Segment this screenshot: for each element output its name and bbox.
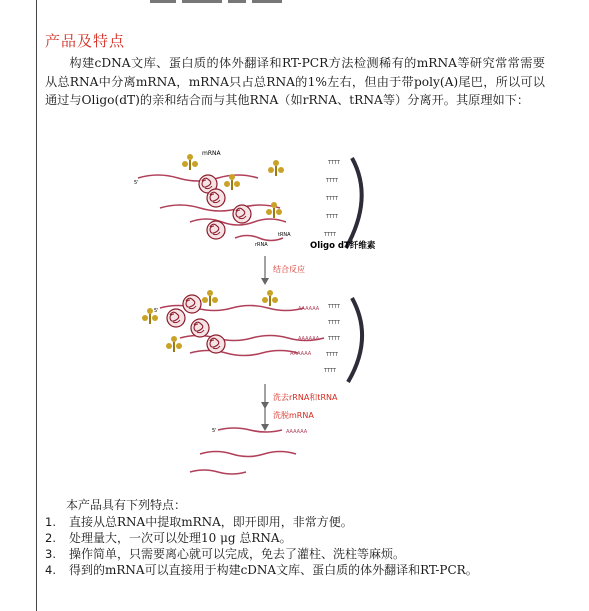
mrna-label: mRNA — [202, 150, 221, 157]
oligo-dt-tail: TTTT — [328, 320, 340, 326]
list-item — [45, 530, 565, 546]
trna-molecule — [266, 202, 282, 218]
cropped-header-fragment — [150, 0, 310, 6]
trna-molecule — [262, 290, 278, 306]
rrna-label: rRNA — [255, 242, 268, 248]
list-item — [45, 514, 565, 530]
bound-complex-panel — [142, 290, 362, 382]
oligo-dt-tail: TTTT — [328, 160, 340, 166]
list-number: 2. — [45, 531, 56, 545]
binding-reaction-label: 结合反应 — [273, 265, 305, 274]
list-text: 操作简单，只需要离心就可以完成，免去了灌柱、洗柱等麻烦。 — [69, 547, 406, 561]
binding-step — [261, 256, 305, 285]
elute-label: 洗脱mRNA — [273, 411, 314, 420]
trna-molecule — [182, 154, 198, 170]
oligo-dt-tail: TTTT — [326, 178, 338, 184]
trna-label: tRNA — [278, 232, 291, 238]
list-item — [45, 546, 565, 562]
list-number: 3. — [45, 547, 56, 561]
oligo-dt-tail: TTTT — [328, 336, 340, 342]
rrna-molecule — [207, 221, 225, 239]
polya-tail: AAAAAA — [290, 351, 312, 357]
page-margin-line — [36, 0, 37, 611]
rrna-molecule — [233, 205, 251, 223]
mrna-strand — [200, 452, 296, 457]
oligo-dt-tail: TTTT — [326, 214, 338, 220]
mrna-strand — [138, 175, 258, 181]
five-prime-label: 5' — [212, 428, 217, 434]
trna-molecule — [202, 290, 218, 306]
list-item — [45, 562, 565, 578]
polya-tail: AAAAAA — [298, 336, 320, 342]
oligo-dt-resin — [346, 158, 362, 248]
trna-molecule — [268, 160, 284, 176]
trna-molecule — [166, 336, 182, 352]
rrna-molecule — [191, 319, 209, 337]
section-title: 产品及特点 — [45, 32, 126, 50]
polya-tail: AAAAAA — [298, 306, 320, 312]
oligo-dt-tail: TTTT — [324, 232, 336, 238]
rna-mixture-panel — [134, 150, 376, 251]
mrna-purification-diagram — [130, 138, 460, 478]
list-text: 得到的mRNA可以直接用于构建cDNA文库、蛋白质的体外翻译和RT-PCR。 — [69, 563, 478, 577]
mrna-strand — [160, 306, 304, 311]
five-prime-label: 5' — [134, 180, 139, 186]
intro-paragraph: 构建cDNA文库、蛋白质的体外翻译和RT-PCR方法检测稀有的mRNA等研究常常需要从总RNA中分离mRNA，mRNA只占总RNA的1%左右，但由于带poly(A)尾巴，所以可以通过与Oligo(dT)的亲和结合而与其他RNA（如rRNA、tRNA等）分离开。其原理如下： — [45, 56, 545, 107]
wash-step — [261, 384, 338, 431]
list-text: 直接从总RNA中提取mRNA，即开即用，非常方便。 — [69, 515, 353, 529]
oligo-dt-tail: TTTT — [326, 196, 338, 202]
purified-mrna-panel — [190, 428, 308, 474]
features-lead: 本产品具有下列特点： — [66, 498, 187, 512]
oligo-dt-label: Oligo dT纤维素 — [310, 241, 376, 251]
oligo-dt-tail: TTTT — [326, 352, 338, 358]
rrna-molecule — [207, 189, 225, 207]
oligo-dt-resin — [348, 298, 362, 382]
list-number: 4. — [45, 563, 56, 577]
rrna-molecule — [167, 309, 185, 327]
list-number: 1. — [45, 515, 56, 529]
list-text: 处理量大，一次可以处理10 μg 总RNA。 — [69, 531, 292, 545]
polya-tail: AAAAAA — [286, 429, 308, 435]
mrna-strand — [190, 351, 298, 356]
five-prime-label: 5' — [154, 308, 159, 314]
rrna-molecule — [183, 295, 201, 313]
oligo-dt-tail: TTTT — [328, 304, 340, 310]
rrna-molecule — [207, 335, 225, 353]
principle-figure — [130, 138, 460, 478]
mrna-strand — [190, 470, 246, 474]
wash-label: 洗去rRNA和tRNA — [273, 393, 338, 402]
oligo-dt-tail: TTTT — [324, 368, 336, 374]
mrna-strand — [235, 236, 283, 241]
features-list — [45, 514, 565, 578]
mrna-strand — [218, 428, 282, 432]
